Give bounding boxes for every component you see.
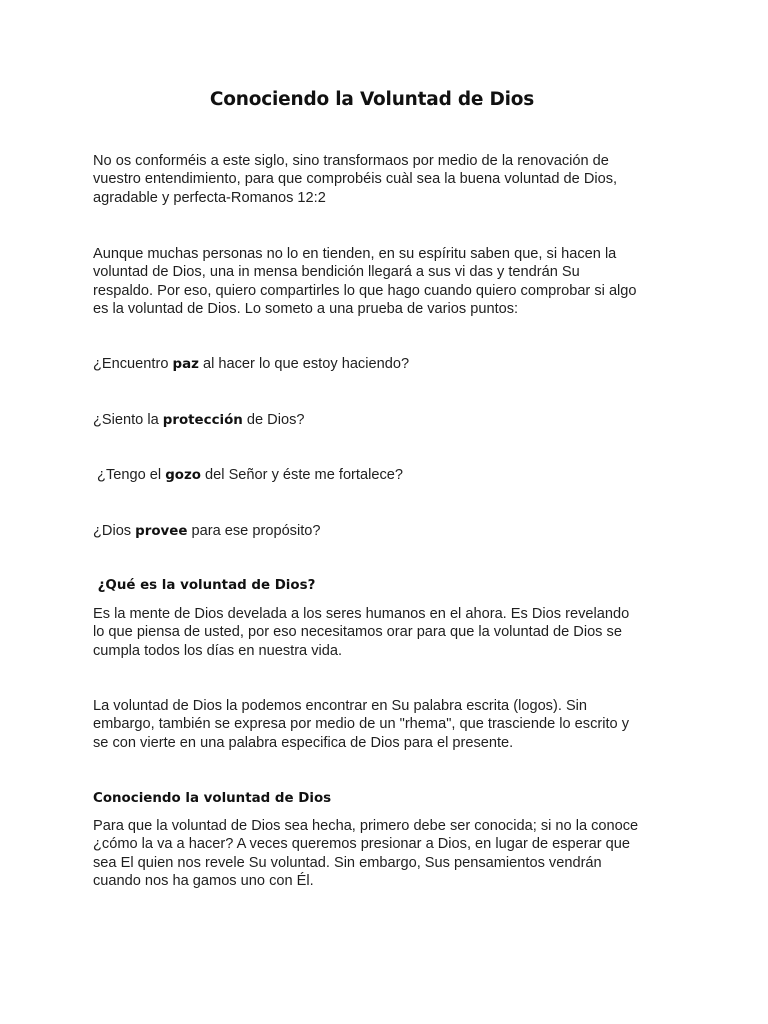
text-line: No os conforméis a este siglo, sino transformaos por medio de la renovación de — [93, 153, 609, 169]
question-keyword: protección — [162, 413, 243, 428]
verse-paragraph — [93, 152, 673, 207]
text-line: agradable y perfecta-Romanos 12:2 — [93, 189, 326, 206]
text-line: voluntad de Dios, una in mensa bendición llegará a sus vi das y tendrán Su — [93, 264, 580, 281]
page-title: Conociendo la Voluntad de Dios — [209, 89, 535, 110]
question-text: del Señor y éste me fortalece? — [200, 467, 403, 483]
question-text: ¿Siento la — [93, 412, 163, 428]
question-text: ¿Tengo el — [93, 467, 166, 483]
text-line: cumpla todos los días en nuestra vida. — [93, 642, 343, 659]
question-keyword: gozo — [165, 468, 201, 483]
text-line: embargo, también se expresa por medio de un "rhema", que trasciende lo escrito y — [93, 716, 630, 733]
question-provision — [93, 522, 321, 541]
question-joy — [93, 466, 403, 485]
section1-paragraph-2 — [93, 697, 673, 752]
text-line: vuestro entendimiento, para que comprobéis cuàl sea la buena voluntad de Dios, — [93, 171, 618, 188]
text-line: cuando nos ha gamos uno con Él. — [93, 873, 314, 890]
intro-paragraph — [93, 245, 673, 319]
section1-paragraph-1 — [93, 605, 673, 660]
question-text: de Dios? — [242, 412, 305, 428]
text-line: se con vierte en una palabra especifica de Dios para el presente. — [93, 734, 514, 751]
text-line: respaldo. Por eso, quiero compartirles lo que hago cuando quiero comprobar si algo — [93, 282, 637, 299]
text-line: La voluntad de Dios la podemos encontrar en Su palabra escrita (logos). Sin — [93, 698, 588, 714]
text-line: Aunque muchas personas no lo en tienden, en su espíritu saben que, si hacen la — [93, 246, 617, 262]
question-keyword: provee — [135, 524, 188, 539]
text-line: Es la mente de Dios develada a los seres humanos en el ahora. Es Dios revelando — [93, 606, 630, 622]
question-text: al hacer lo que estoy haciendo? — [198, 356, 410, 372]
text-line: Para que la voluntad de Dios sea hecha, primero debe ser conocida; si no la conoce — [93, 818, 639, 834]
question-protection — [93, 411, 305, 430]
question-text: para ese propósito? — [187, 523, 321, 539]
text-line: es la voluntad de Dios. Lo someto a una prueba de varios puntos: — [93, 301, 519, 318]
question-peace — [93, 355, 409, 374]
question-text: ¿Encuentro — [93, 356, 173, 372]
text-line: ¿cómo la va a hacer? A veces queremos presionar a Dios, en lugar de esperar que — [93, 836, 631, 853]
section2-paragraph-1 — [93, 817, 673, 891]
text-line: sea El quien nos revele Su voluntad. Sin embargo, Sus pensamientos vendrán — [93, 854, 602, 871]
question-keyword: paz — [172, 357, 199, 372]
question-text: ¿Dios — [93, 523, 136, 539]
section-heading-knowing: Conociendo la voluntad de Dios — [93, 791, 332, 806]
section-heading-what-is: ¿Qué es la voluntad de Dios? — [93, 578, 316, 593]
text-line: lo que piensa de usted, por eso necesitamos orar para que la voluntad de Dios se — [93, 624, 622, 641]
